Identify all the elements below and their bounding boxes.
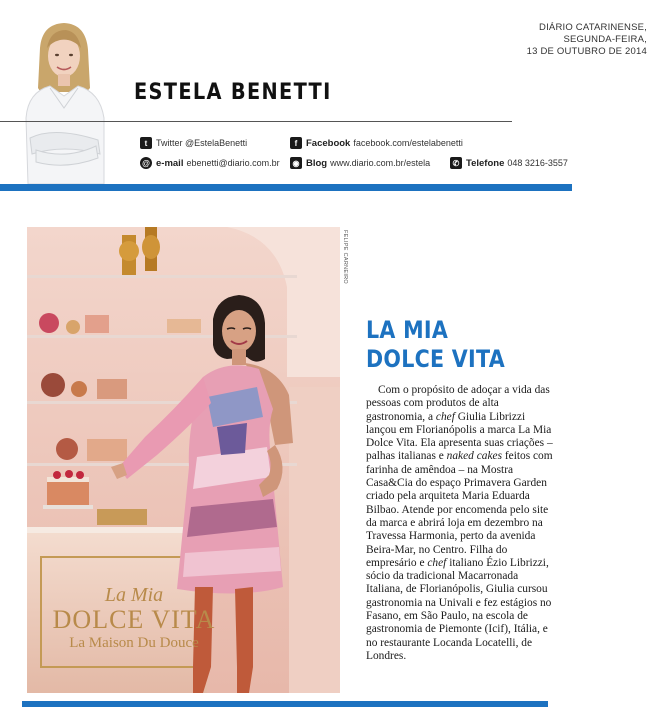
columnist-name: ESTELA BENETTI	[134, 80, 332, 105]
blog-url: www.diario.com.br/estela	[330, 158, 431, 168]
columnist-portrait	[14, 18, 112, 184]
facebook-url: facebook.com/estelabenetti	[353, 138, 463, 148]
article-text-2: Giulia Librizzi lançou em Florianópolis a marca La Mia Dolce Vita. Ela apresenta suas criações – palhas italianas e	[366, 410, 553, 463]
sign-line-3: La Maison Du Douce	[69, 635, 199, 651]
photo-credit: FELIPE CARNEIRO	[342, 230, 348, 285]
at-icon: @	[140, 157, 152, 169]
contact-phone	[450, 157, 568, 169]
article-body	[366, 384, 556, 663]
email-label: e-mail	[156, 157, 184, 169]
blog-icon: ◉	[290, 157, 302, 169]
facebook-icon: f	[290, 137, 302, 149]
contact-facebook	[290, 137, 463, 149]
contact-blog	[290, 157, 430, 169]
phone-number: 048 3216-3557	[507, 158, 568, 168]
twitter-icon: t	[140, 137, 152, 149]
article-headline	[366, 316, 538, 374]
article-paragraph	[366, 384, 556, 663]
contact-twitter	[140, 137, 247, 149]
headline-line-2: DOLCE VITA	[366, 345, 505, 373]
article-text-4: italiano Ézio Librizzi, sócio da tradicional Macarronada Italiana, de Florianópolis, Giulia cursou gastronomia na Univali e fez estágios no Fasano, em São Paulo, na escola de gastronomia de Piemonte (Icif), Itália, e no restaurante Locanda Locatelli, de Londres.	[366, 556, 552, 662]
article-emphasis-3: chef	[427, 556, 447, 569]
header-accent-bar	[0, 184, 572, 191]
masthead-paper: DIÁRIO CATARINENSE,	[539, 22, 647, 33]
article-text-1: Com o propósito de adoçar a vida das pessoas com produtos de alta gastronomia, a	[366, 384, 550, 423]
name-divider	[0, 121, 512, 122]
sign-line-1: La Mia	[104, 584, 164, 606]
footer-accent-bar	[22, 701, 548, 707]
twitter-handle: Twitter @EstelaBenetti	[156, 138, 248, 148]
article-emphasis-2: naked cakes	[446, 450, 502, 463]
shop-sign	[44, 584, 224, 652]
email-address: ebenetti@diario.com.br	[186, 158, 280, 168]
masthead-date-text: 13 DE OUTUBRO DE 2014	[526, 46, 647, 57]
contact-email	[140, 157, 280, 169]
facebook-label: Facebook	[306, 137, 351, 149]
phone-icon: ✆	[450, 157, 462, 169]
masthead-weekday: SEGUNDA-FEIRA,	[563, 34, 647, 45]
article-emphasis-1: chef	[435, 410, 455, 423]
headline-line-1: LA MIA	[366, 316, 449, 344]
masthead-date	[527, 22, 647, 58]
phone-label: Telefone	[466, 157, 505, 169]
blog-label: Blog	[306, 157, 328, 169]
sign-line-2: DOLCE VITA	[52, 605, 216, 634]
article-text-3: feitos com farinha de amêndoa – na Mostra Casa&Cia do espaço Primavera Garden criado pela arquiteta Maria Eduarda Bilbao. Atende por encomenda pelo site da marca e abrirá loja em dezembro na Travessa Harmonia, perto da avenida Beira-Mar, no Centro. Filha do empresário e	[366, 450, 553, 569]
